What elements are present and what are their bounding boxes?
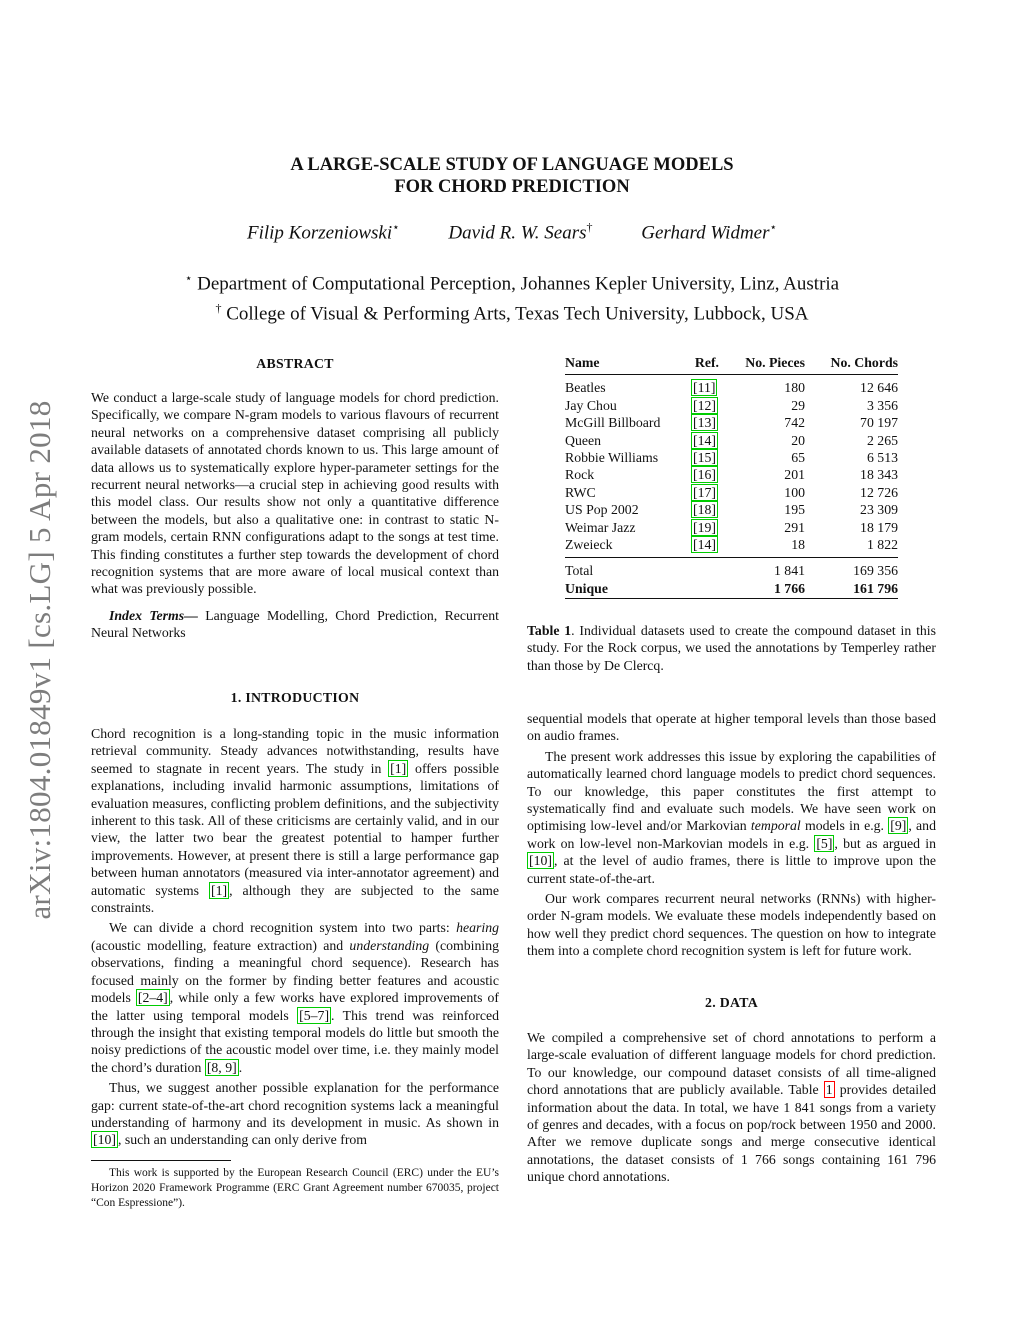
citation-link[interactable]: [9]: [890, 818, 907, 834]
right-column-body: [527, 710, 936, 960]
table-total-row: Total 1 841 169 356: [565, 558, 898, 580]
body-paragraph: We compiled a comprehensive set of chord annotations to perform a large-scale evaluation of different language models for chord prediction. To our knowledge, our compound dataset consists of all time-aligned chord annotations that are publicly available. Table 1 provides detailed information about the data. In total, we have 1 841 songs from a variety of genres and decades, with a focus on pop/rock between 1950 and 2000. After we remove duplicate songs and merge consecutive identical annotations, the dataset consists of 1 766 songs containing 161 796 unique chord annotations.: [527, 1030, 936, 1185]
author: David R. W. Sears†: [448, 220, 593, 244]
table-cell: 18: [791, 537, 805, 553]
citation-link[interactable]: [10]: [93, 1132, 116, 1148]
table-cell: 12 726: [860, 484, 898, 500]
table-row: [565, 536, 898, 558]
affiliation: † College of Visual & Performing Arts, Texas Tech University, Lubbock, USA: [215, 301, 809, 325]
author-list: [0, 220, 1024, 244]
table-cell: 12 646: [860, 380, 898, 396]
table-cell: 201: [784, 467, 805, 483]
intro-paragraph: Chord recognition is a long-standing topic in the music information retrieval community. Steady advances notwithstanding, results have seemed to stagnate in recent years. The study in [1] offers possible explanations, including invalid harmonic assumptions, limitations of evaluation measures, conflicting problem definitions, and the subjectivity inherent to this task. All of these criticisms are certainly valid, and in our view, the latter two bear the greatest potential to hamper further improvements. However, at present there is still a large performance gap between human annotators (measured via inter-annotator agreement) and automatic systems [1] , although they are subjected to the same constraints.: [91, 726, 499, 916]
table-cell: RWC: [565, 484, 596, 500]
citation-link[interactable]: [16]: [693, 467, 716, 483]
citation-link[interactable]: [8, 9]: [206, 1059, 237, 1075]
table-cell: 195: [784, 502, 805, 518]
table-cell: 70 197: [860, 415, 898, 431]
table-cell: 20: [791, 432, 805, 448]
table-cell: Robbie Williams: [565, 450, 659, 466]
table-cell: Jay Chou: [565, 397, 617, 413]
abstract-body: [91, 389, 499, 642]
citation-link[interactable]: [15]: [693, 450, 716, 466]
table-row: [565, 466, 898, 483]
table-row: [565, 375, 898, 397]
table-caption: Table 1. Individual datasets used to create the compound dataset in this study. For the Rock corpus, we used the annotations by Temperley rather than those by De Clercq.: [527, 623, 937, 673]
citation-link[interactable]: [18]: [693, 502, 716, 518]
author: Gerhard Widmer⋆: [641, 220, 778, 244]
data-section-body: [527, 1029, 936, 1186]
citation-link[interactable]: [5–7]: [299, 1007, 330, 1023]
table-row: [565, 414, 898, 431]
column-header: No. Pieces: [719, 352, 805, 375]
table-cell: 100: [784, 484, 805, 500]
citation-link[interactable]: [5]: [816, 835, 833, 851]
table-row: [565, 484, 898, 501]
dataset-table: [565, 352, 898, 599]
table-cell: 3 356: [866, 397, 898, 413]
table-cell: Zweieck: [565, 537, 613, 553]
table-cell: 742: [784, 415, 805, 431]
citation-link[interactable]: [12]: [693, 397, 716, 413]
column-header: Name: [565, 352, 687, 375]
table-cell: [687, 484, 719, 501]
citation-link[interactable]: [1]: [210, 882, 228, 898]
table-cell: US Pop 2002: [565, 502, 639, 518]
affiliations: [0, 266, 1024, 327]
table-reference-link[interactable]: 1: [825, 1082, 833, 1098]
table-unique-row: Unique 1 766 161 796: [565, 580, 898, 599]
table-cell: 29: [791, 397, 805, 413]
table-cell: McGill Billboard: [565, 415, 661, 431]
table-row: [565, 449, 898, 466]
table-row: [565, 501, 898, 518]
table-cell: [687, 536, 719, 558]
table-row: [565, 432, 898, 449]
citation-link[interactable]: [14]: [693, 537, 716, 553]
funding-footnote: This work is supported by the European Research Council (ERC) under the EU’s Horizon 2020 Framework Programme (ERC Grant Agreement number 670035, project “Con Espressione”).: [91, 1167, 499, 1209]
table-header-row: [565, 352, 898, 375]
index-terms: Index Terms— Language Modelling, Chord Prediction, Recurrent Neural Networks: [91, 607, 499, 641]
abstract-paragraph: We conduct a large-scale study of language models for chord prediction. Specifically, we compare N-gram models to various flavours of recurrent neural networks on a comprehensive dataset comprising all publicly available datasets of annotated chords known to us. This large amount of data allows us to systematically explore hyper-parameter settings for the recurrent neural networks—a crucial step in achieving good results with this model class. Our results show not only a quantitative difference between the models, but also a qualitative one: in contrast to static N-gram models, certain RNN configurations adapt to the songs at test time. This finding constitutes a further step towards the development of chord recognition systems that are more aware of local musical context than what was previously possible.: [91, 390, 499, 597]
intro-body: [91, 725, 499, 1149]
table-cell: 65: [791, 450, 805, 466]
intro-paragraph: We can divide a chord recognition system into two parts: hearing (acoustic modelling, feature extraction) and understanding (combining observations, finding a meaningful chord sequence). Research has focused mainly on the former by finding better features and acoustic models [2–4] , while only a few works have explored improvements of the latter using temporal models [5–7] . This trend was reinforced through the insight that existing temporal models do little but smooth the noisy predictions of the acoustic model over time, i.e. they mainly model the chord’s duration [8, 9] .: [91, 920, 499, 1075]
title-line-2: FOR CHORD PREDICTION: [394, 177, 630, 197]
citation-link[interactable]: [10]: [529, 853, 552, 869]
table-cell: Beatles: [565, 380, 606, 396]
table-cell: [687, 375, 719, 397]
table-cell: 2 265: [866, 432, 898, 448]
table-cell: Weimar Jazz: [565, 519, 636, 535]
intro-paragraph: Thus, we suggest another possible explanation for the performance gap: current state-of-the-art chord recognition systems lack a meaningful understanding of harmony and its development in music. As shown in [10] , such an understanding can only derive from: [91, 1080, 499, 1148]
body-paragraph: Our work compares recurrent neural networks (RNNs) with higher-order N-gram models. We evaluate these models independently based on how well they predict chord sequences. The question on how to integrate them into a complete chord recognition system is left for future work.: [527, 891, 936, 959]
citation-link[interactable]: [1]: [390, 760, 407, 776]
table-cell: [687, 501, 719, 518]
table-cell: 180: [784, 380, 805, 396]
affiliation: ⋆ Department of Computational Perception, Johannes Kepler University, Linz, Austria: [184, 271, 840, 295]
paper-title: [0, 154, 1024, 198]
title-line-1: A LARGE-SCALE STUDY OF LANGUAGE MODELS: [290, 155, 734, 175]
table-row: [565, 519, 898, 536]
table-cell: [687, 519, 719, 536]
table-cell: 18 343: [860, 467, 898, 483]
abstract-heading: ABSTRACT: [256, 356, 334, 371]
citation-link[interactable]: [11]: [693, 380, 716, 396]
table-cell: 23 309: [860, 502, 898, 518]
citation-link[interactable]: [2–4]: [137, 990, 168, 1006]
dataset-table-wrapper: [565, 352, 898, 599]
table-cell: [687, 466, 719, 483]
citation-link[interactable]: [13]: [693, 415, 716, 431]
arxiv-identifier: arXiv:1804.01849v1 [cs.LG] 5 Apr 2018: [22, 400, 57, 920]
table-cell: 6 513: [866, 450, 898, 466]
column-header: Ref.: [687, 352, 719, 375]
table-row: [565, 397, 898, 414]
intro-heading: 1. INTRODUCTION: [230, 690, 360, 705]
citation-link[interactable]: [14]: [693, 432, 716, 448]
table-cell: Queen: [565, 432, 602, 448]
table-cell: 291: [784, 519, 805, 535]
data-heading: 2. DATA: [705, 995, 758, 1010]
body-paragraph: sequential models that operate at higher temporal levels than those based on audio frames.: [527, 711, 936, 744]
table-cell: [687, 397, 719, 414]
body-paragraph: The present work addresses this issue by exploring the capabilities of automatically learned chord language models to predict chord sequences. To our knowledge, this paper constitutes the first attempt to systematically find and evaluate such models. We have seen work on optimising low-level and/or Markovian temporal models in e.g. [9] , and work on low-level non-Markovian models in e.g. [5] , but as argued in [10] , at the level of audio frames, there is little to improve upon the current state-of-the-art.: [527, 748, 937, 886]
footnote-rule: [91, 1160, 231, 1161]
author: Filip Korzeniowski⋆: [246, 220, 400, 244]
arxiv-stamp: [0, 380, 80, 940]
citation-link[interactable]: [19]: [693, 519, 716, 535]
table-cell: 1 822: [866, 537, 898, 553]
table-cell: [687, 432, 719, 449]
table-cell: [687, 449, 719, 466]
table-cell: 18 179: [860, 519, 898, 535]
table-cell: [687, 414, 719, 431]
column-header: No. Chords: [805, 352, 898, 375]
table-cell: Rock: [565, 467, 595, 483]
citation-link[interactable]: [17]: [693, 484, 716, 500]
